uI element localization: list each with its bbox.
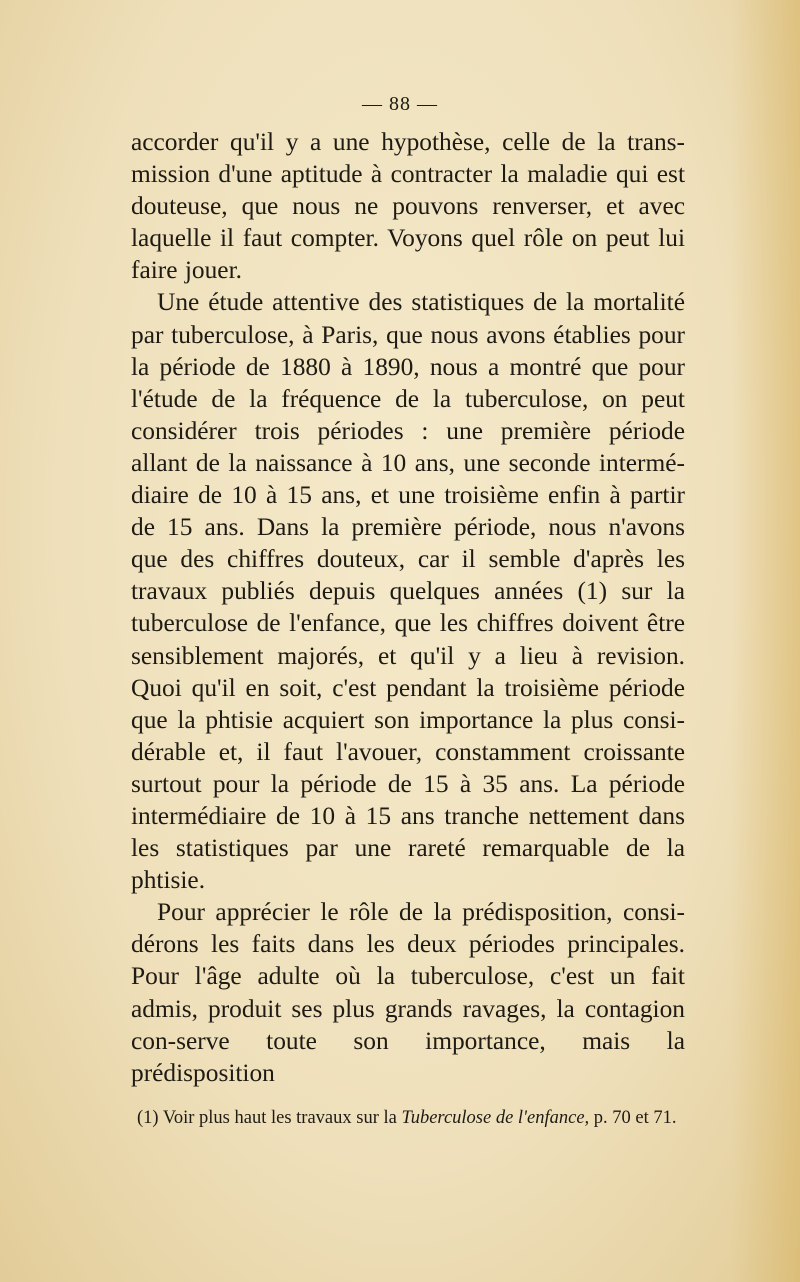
page-edge-shading bbox=[730, 0, 800, 1282]
footnote-text-before: Voir plus haut les travaux sur la bbox=[162, 1108, 397, 1128]
footnote-text-after: p. 70 et 71. bbox=[593, 1108, 677, 1128]
body-text bbox=[131, 126, 685, 1089]
page-number: — 88 — bbox=[362, 93, 438, 115]
footnote-cited-title: Tuberculose de l'enfance, bbox=[401, 1108, 590, 1128]
footnote-marker: (1) bbox=[137, 1108, 159, 1128]
paragraph-1: accorder qu'il y a une hypothèse, celle de la trans-mission d'une aptitude à contracter la maladie qui est douteuse, que nous ne pouvons renverser, et avec laquelle il faut compter. Voyons quel rôle on peut lui faire jouer. bbox=[131, 128, 685, 285]
footnote bbox=[131, 1108, 691, 1129]
paragraph-3: Pour apprécier le rôle de la prédisposition, consi-dérons les faits dans les deux périodes principales. Pour l'âge adulte où la tuberculose, c'est un fait admis, produit ses plus grands ravages, la contagion con-serve toute son importance, mais la prédisposition bbox=[131, 898, 685, 1087]
paragraph-2: Une étude attentive des statistiques de la mortalité par tuberculose, à Paris, que nous avons établies pour la période de 1880 à 1890, nous a montré que pour l'étude de la fréquence de la tuberculose, on peut considérer trois périodes : une première période allant de la naissance à 10 ans, une seconde intermé-diaire de 10 à 15 ans, et une troisième enfin à partir de 15 ans. Dans la première période, nous n'avons que des chiffres douteux, car il semble d'après les travaux publiés depuis quelques années (1) sur la tuberculose de l'enfance, que les chiffres doivent être sensiblement majorés, et qu'il y a lieu à revision. Quoi qu'il en soit, c'est pendant la troisième période que la phtisie acquiert son importance la plus consi-dérable et, il faut l'avouer, constamment croissante surtout pour la période de 15 à 35 ans. La période intermédiaire de 10 à 15 ans tranche nettement dans les statistiques par une rareté remarquable de la phtisie. bbox=[131, 288, 685, 895]
